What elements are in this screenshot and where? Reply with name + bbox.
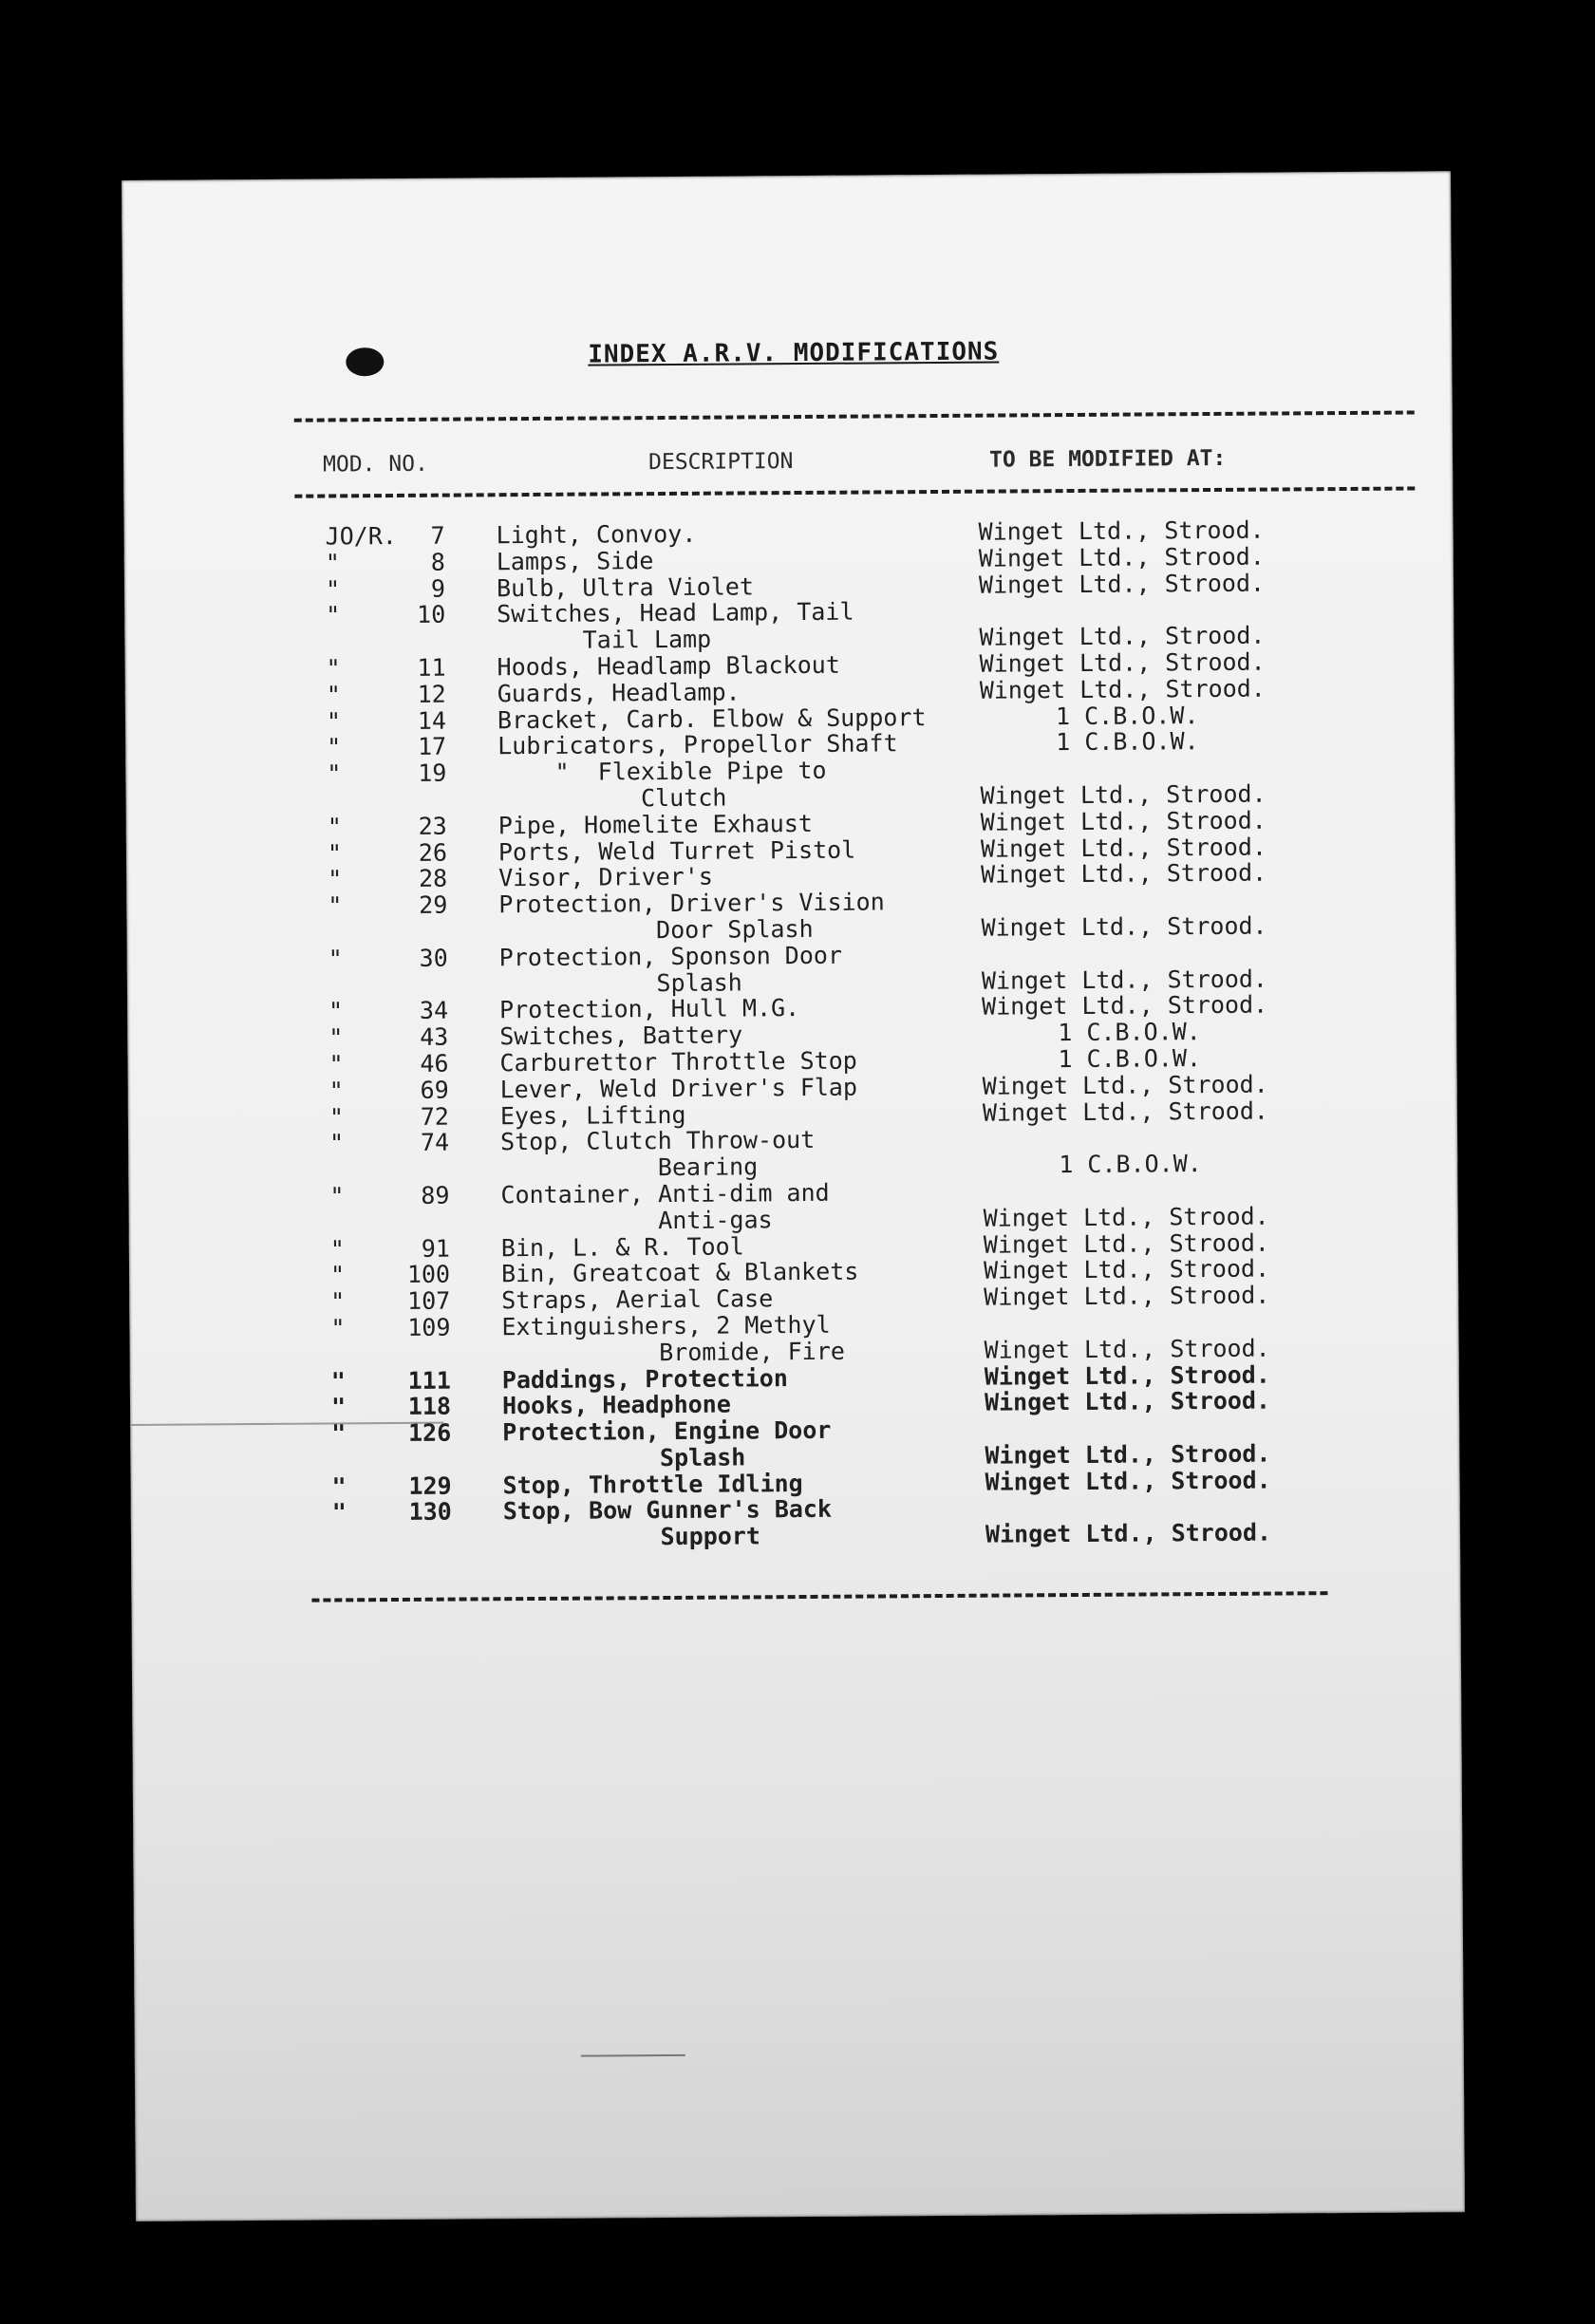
mod-number: 43	[420, 1022, 449, 1051]
mod-number: 9	[430, 574, 446, 603]
mod-prefix: "	[326, 706, 342, 736]
modified-at: Winget Ltd., Strood.	[979, 674, 1266, 704]
mod-prefix: JO/R.	[325, 521, 397, 551]
modified-at: Winget Ltd., Strood.	[981, 990, 1268, 1021]
mod-description: Light, Convoy.	[496, 519, 697, 550]
mod-description: Protection, Engine Door	[502, 1415, 832, 1447]
mod-prefix: "	[328, 1077, 344, 1105]
mod-prefix: "	[325, 549, 340, 577]
table-end-rule	[311, 1591, 1327, 1602]
mod-description: Clutch	[497, 783, 727, 814]
modified-at: Winget Ltd., Strood.	[984, 1360, 1270, 1391]
mod-description: Anti-gas	[500, 1205, 773, 1235]
mod-number: 7	[430, 521, 445, 550]
mod-number: 30	[419, 944, 448, 972]
mod-prefix: "	[328, 945, 343, 973]
mod-number	[381, 1445, 451, 1446]
mod-prefix: "	[328, 865, 343, 893]
mod-prefix: "	[330, 1314, 346, 1342]
mod-number: 126	[407, 1418, 452, 1448]
mod-number	[377, 918, 447, 919]
mod-number: 130	[408, 1498, 452, 1527]
mod-description: Container, Anti-dim and	[500, 1178, 830, 1209]
modified-at: Winget Ltd., Strood.	[981, 858, 1267, 890]
modified-at: Winget Ltd., Strood.	[980, 806, 1267, 836]
document-page	[122, 171, 1465, 2221]
mod-prefix: "	[329, 1234, 346, 1264]
mod-number: 72	[420, 1102, 449, 1131]
mod-description: Stop, Bow Gunner's Back	[502, 1495, 833, 1526]
mod-description: Tail Lamp	[497, 625, 712, 655]
mod-number: 8	[430, 548, 445, 576]
mod-number: 11	[417, 653, 446, 682]
mod-number	[376, 786, 446, 787]
modified-at: Winget Ltd., Strood.	[985, 1466, 1271, 1496]
mod-number: 28	[418, 864, 448, 893]
mod-prefix: "	[330, 1393, 347, 1421]
mod-number: 109	[407, 1313, 451, 1341]
ink-blot	[346, 347, 384, 376]
mod-prefix: "	[331, 1498, 347, 1527]
modified-at: Winget Ltd., Strood.	[980, 779, 1267, 810]
mod-description: Ports, Weld Turret Pistol	[497, 835, 856, 866]
mod-prefix: "	[331, 1472, 347, 1501]
modified-at: 1 C.B.O.W.	[1058, 1018, 1201, 1047]
mod-number: 100	[406, 1260, 451, 1289]
mod-description: Extinguishers, 2 Methyl	[501, 1310, 831, 1341]
mod-number: 89	[421, 1181, 450, 1209]
mod-prefix: "	[328, 891, 343, 920]
mod-number: 46	[420, 1049, 449, 1078]
mod-number: 17	[417, 733, 447, 761]
header-modified-at: TO BE MODIFIED AT:	[988, 445, 1227, 473]
modified-at: Winget Ltd., Strood.	[981, 911, 1267, 942]
modified-at: Winget Ltd., Strood.	[978, 569, 1266, 599]
modified-at: Winget Ltd., Strood.	[985, 1439, 1271, 1470]
modified-at: Winget Ltd., Strood.	[979, 621, 1266, 651]
mod-number: 74	[420, 1128, 450, 1157]
mod-description: Lubricators, Propellor Shaft	[497, 729, 898, 760]
mod-description: Bromide, Fire	[501, 1337, 845, 1367]
mod-prefix: "	[328, 1129, 345, 1157]
modified-at: Winget Ltd., Strood.	[984, 1334, 1270, 1364]
mod-description: Bin, L. & R. Tool	[500, 1231, 744, 1262]
modified-at: Winget Ltd., Strood.	[983, 1228, 1269, 1259]
mod-number: 129	[408, 1471, 452, 1500]
mod-prefix: "	[328, 1050, 344, 1078]
modified-at: Winget Ltd., Strood.	[983, 1254, 1270, 1285]
mod-description: Switches, Head Lamp, Tail	[497, 598, 854, 628]
mod-description: Guards, Headlamp.	[497, 678, 741, 708]
mod-prefix: "	[327, 733, 342, 761]
mod-prefix: "	[326, 601, 341, 629]
mod-prefix: "	[326, 681, 341, 709]
mod-description: Pipe, Homelite Exhaust	[497, 809, 813, 840]
mod-description: Carburettor Throttle Stop	[499, 1046, 857, 1078]
mod-prefix: "	[331, 1419, 347, 1448]
mod-number	[379, 1155, 449, 1156]
mod-prefix: "	[325, 574, 341, 604]
modified-at: Winget Ltd., Strood.	[984, 1386, 1271, 1416]
mod-number: 26	[418, 838, 448, 867]
mod-description: Bearing	[500, 1153, 759, 1183]
mod-number: 69	[420, 1076, 449, 1104]
modified-at: Winget Ltd., Strood.	[982, 1070, 1268, 1100]
mod-description: Paddings, Protection	[501, 1363, 788, 1394]
mod-description: Support	[502, 1522, 761, 1552]
mod-prefix: "	[327, 759, 342, 788]
modified-at: Winget Ltd., Strood.	[985, 1518, 1272, 1548]
mod-number: 23	[418, 812, 447, 840]
mod-number: 14	[417, 706, 447, 735]
modified-at: Winget Ltd., Strood.	[981, 965, 1268, 995]
mod-description: Eyes, Lifting	[499, 1100, 686, 1130]
modified-at: Winget Ltd., Strood.	[984, 1281, 1270, 1311]
mod-number: 19	[418, 759, 447, 788]
modified-at: Winget Ltd., Strood.	[978, 542, 1265, 572]
mod-number: 34	[419, 996, 449, 1025]
mod-description: Stop, Throttle Idling	[502, 1469, 803, 1499]
mod-description: Bracket, Carb. Elbow & Support	[497, 703, 927, 734]
mod-description: Hoods, Headlamp Blackout	[497, 650, 840, 682]
header-top-rule	[294, 410, 1415, 422]
mod-prefix: "	[330, 1287, 346, 1316]
mod-description: " Flexible Pipe to	[497, 757, 827, 787]
mod-description: Lever, Weld Driver's Flap	[499, 1073, 858, 1103]
mod-number: 91	[421, 1234, 450, 1263]
mod-prefix: "	[329, 1182, 345, 1210]
modified-at: 1 C.B.O.W.	[1055, 701, 1199, 730]
mod-description: Straps, Aerial Case	[501, 1284, 774, 1315]
mod-description: Door Splash	[498, 914, 814, 946]
mod-number	[382, 1525, 452, 1526]
header-mod-no: MOD. NO.	[323, 451, 428, 478]
mod-number: 29	[419, 890, 448, 919]
modified-at: Winget Ltd., Strood.	[979, 647, 1266, 678]
mod-description: Bulb, Ultra Violet	[496, 572, 755, 602]
mod-number	[378, 970, 448, 971]
mod-prefix: "	[327, 838, 343, 868]
modified-at: Winget Ltd., Strood.	[983, 1202, 1269, 1232]
modified-at: 1 C.B.O.W.	[1056, 727, 1199, 757]
mod-description: Protection, Hull M.G.	[499, 994, 800, 1024]
page-title: INDEX A.R.V. MODIFICATIONS	[588, 337, 1000, 369]
mod-prefix: "	[329, 1261, 346, 1289]
mod-description: Visor, Driver's	[498, 863, 714, 892]
mod-description: Hooks, Headphone	[501, 1390, 731, 1420]
mod-prefix: "	[328, 997, 344, 1025]
mod-number	[380, 1208, 450, 1209]
mod-number: 12	[417, 680, 446, 708]
modified-at: Winget Ltd., Strood.	[980, 833, 1267, 863]
mod-prefix: "	[327, 813, 342, 841]
modified-at: Winget Ltd., Strood.	[978, 515, 1265, 546]
mod-description: Stop, Clutch Throw-out	[499, 1126, 816, 1156]
footer-rule	[581, 2054, 685, 2057]
header-description: DESCRIPTION	[647, 449, 794, 476]
modified-at: 1 C.B.O.W.	[1059, 1150, 1202, 1179]
mod-prefix: "	[330, 1366, 346, 1395]
mod-number: 118	[407, 1392, 452, 1421]
mod-description: Switches, Battery	[499, 1021, 743, 1051]
mod-number: 107	[406, 1286, 451, 1316]
mod-number: 111	[407, 1366, 451, 1395]
mod-description: Bin, Greatcoat & Blankets	[500, 1257, 859, 1288]
mod-prefix: "	[328, 1102, 345, 1132]
mod-description: Lamps, Side	[496, 546, 654, 576]
mod-description: Splash	[502, 1443, 746, 1473]
mod-prefix: "	[326, 654, 341, 683]
header-bottom-rule	[294, 486, 1415, 497]
modified-at: Winget Ltd., Strood.	[982, 1096, 1269, 1127]
mod-prefix: "	[328, 1023, 344, 1052]
mod-description: Splash	[498, 968, 742, 998]
mod-description: Protection, Sponson Door	[498, 941, 843, 971]
modifications-table	[124, 515, 1461, 1553]
mod-number: 10	[416, 601, 446, 629]
modified-at: 1 C.B.O.W.	[1058, 1044, 1202, 1074]
mod-description: Protection, Driver's Vision	[498, 888, 885, 919]
